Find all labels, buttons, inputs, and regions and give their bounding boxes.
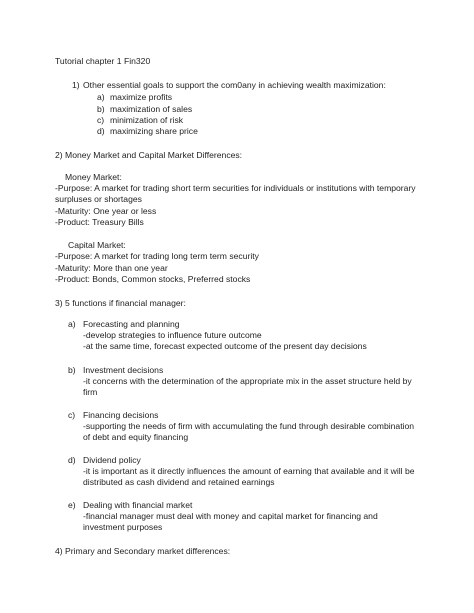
q3-item-line: -it is important as it directly influences the amount of earning that available and it will be — [83, 466, 415, 476]
q3-item-letter: a) — [68, 319, 76, 329]
q1-text: Other essential goals to support the com0any in achieving wealth maximization: — [83, 80, 386, 90]
money-market-maturity: -Maturity: One year or less — [55, 206, 157, 216]
q1-item-letter: c) — [97, 115, 105, 125]
document-title: Tutorial chapter 1 Fin320 — [55, 56, 151, 66]
money-market-purpose-cont: surpluses or shortages — [55, 194, 142, 204]
capital-market-product: -Product: Bonds, Common stocks, Preferred stocks — [55, 274, 251, 284]
q3-item-line: -at the same time, forecast expected outcome of the present day decisions — [83, 341, 367, 351]
money-market-purpose: -Purpose: A market for trading short term securities for individuals or institutions with temporary — [55, 183, 416, 193]
capital-market-title: Capital Market: — [68, 240, 126, 250]
q1-item-letter: b) — [97, 104, 105, 114]
q3-item-letter: b) — [68, 365, 76, 375]
q3-item-letter: c) — [68, 410, 76, 420]
q1-item-text: maximization of sales — [110, 104, 193, 114]
money-market-product: -Product: Treasury Bills — [55, 217, 144, 227]
q1-item-text: maximize profits — [110, 92, 173, 102]
q3-item-line: -supporting the needs of firm with accumulating the fund through desirable combination — [83, 421, 415, 431]
q3-item-title: Dealing with financial market — [83, 500, 193, 510]
q3-item-title: Investment decisions — [83, 365, 164, 375]
q3-item-line: -develop strategies to influence future outcome — [83, 330, 262, 340]
q1-item-text: minimization of risk — [110, 115, 184, 125]
capital-market-purpose: -Purpose: A market for trading long term term security — [55, 251, 259, 261]
q1-item-letter: a) — [97, 92, 105, 102]
q3-heading: 3) 5 functions if financial manager: — [55, 298, 186, 308]
q1-item-text: maximizing share price — [110, 126, 198, 136]
q3-item-line: -financial manager must deal with money and capital market for financing and — [83, 511, 378, 521]
q2-heading: 2) Money Market and Capital Market Differences: — [55, 150, 243, 160]
q1-item-letter: d) — [97, 126, 105, 136]
q3-item-letter: d) — [68, 455, 76, 465]
capital-market-maturity: -Maturity: More than one year — [55, 263, 168, 273]
q3-item-line: -it concerns with the determination of the appropriate mix in the asset structure held by — [83, 376, 412, 386]
q3-item-title: Dividend policy — [83, 455, 141, 465]
q3-item-letter: e) — [68, 500, 76, 510]
money-market-title: Money Market: — [65, 172, 122, 182]
q1-number: 1) — [72, 80, 80, 90]
q3-item-line: distributed as cash dividend and retained earnings — [83, 477, 275, 487]
q3-item-line: of debt and equity financing — [83, 432, 189, 442]
q3-item-line: firm — [83, 387, 98, 397]
q4-heading: 4) Primary and Secondary market differences: — [55, 546, 231, 556]
q3-item-title: Financing decisions — [83, 410, 159, 420]
q3-item-title: Forecasting and planning — [83, 319, 180, 329]
q3-item-line: investment purposes — [83, 522, 163, 532]
